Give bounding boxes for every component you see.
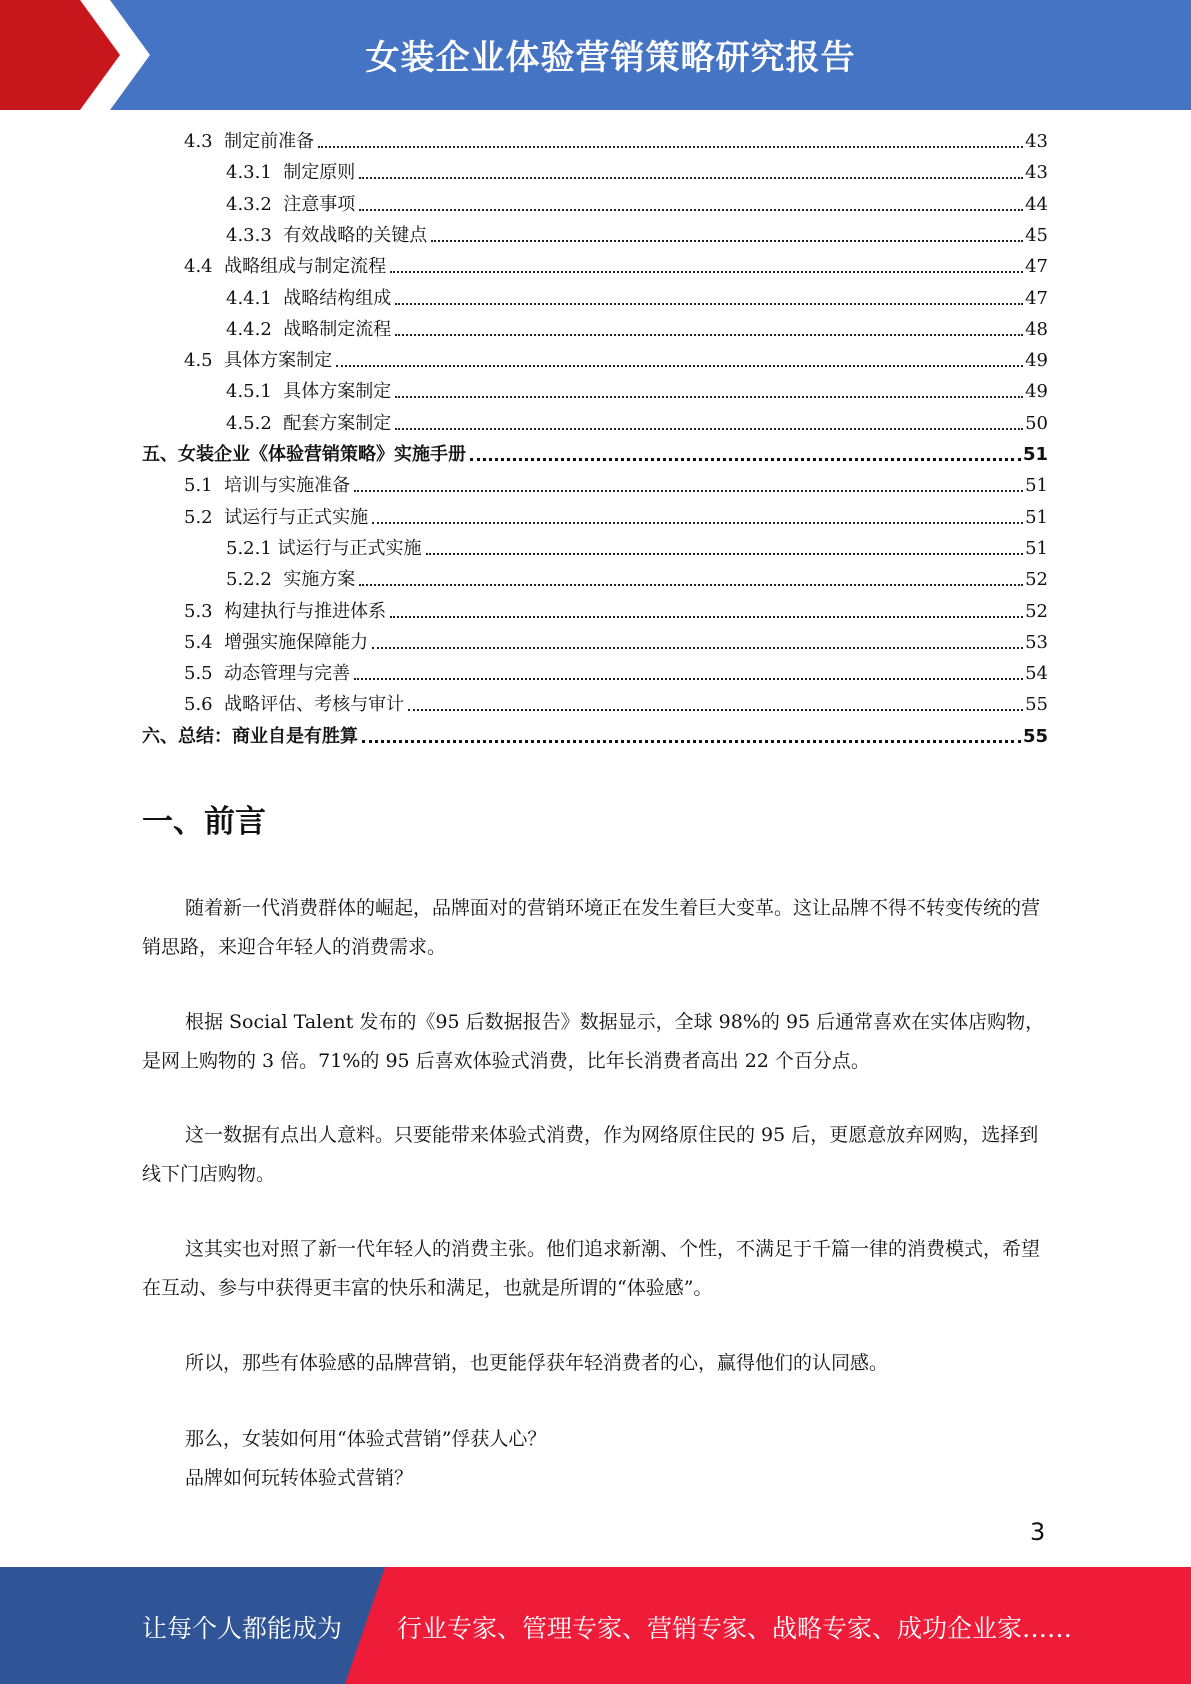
toc-entry[interactable] [226,286,1048,310]
toc-entry[interactable] [142,442,1048,466]
footer-slogan-left: 让每个人都能成为 [142,1614,343,1643]
toc-entry-page: 51 [1025,475,1048,496]
page-number: 3 [1030,1518,1046,1546]
toc-entry-label: 4.4.1 战略结构组成 [226,288,392,309]
toc-leader-dots [395,396,1023,398]
toc-entry[interactable] [226,379,1048,403]
toc-entry-page: 54 [1025,663,1048,684]
toc-entry-page: 44 [1025,194,1048,215]
toc-entry[interactable] [184,661,1048,685]
toc-entry-label: 4.4.2 战略制定流程 [226,319,392,340]
toc-entry[interactable] [226,411,1048,435]
toc-entry[interactable] [184,473,1048,497]
toc-entry-label: 5.2 试运行与正式实施 [184,507,369,528]
toc-leader-dots [359,584,1023,586]
page-footer [0,1567,1191,1684]
toc-entry-page: 47 [1025,288,1048,309]
toc-leader-dots [395,303,1023,305]
toc-entry-label: 5.5 动态管理与完善 [184,663,351,684]
toc-entry-label: 5.4 增强实施保障能力 [184,632,369,653]
toc-leader-dots [336,365,1023,367]
toc-entry-page: 47 [1025,256,1048,277]
toc-leader-dots [395,428,1023,430]
toc-entry-label: 4.3.2 注意事项 [226,194,356,215]
toc-entry-label: 5.6 战略评估、考核与审计 [184,694,405,715]
toc-leader-dots [372,522,1023,524]
paragraph: 随着新一代消费群体的崛起，品牌面对的营销环境正在发生着巨大变革。这让品牌不得不转变传统的营销思路，来迎合年轻人的消费需求。 [142,897,1041,958]
toc-entry-page: 49 [1025,381,1048,402]
toc-leader-dots [372,647,1023,649]
report-title: 女装企业体验营销策略研究报告 [365,38,856,78]
toc-entry-label: 5.3 构建执行与推进体系 [184,601,387,622]
toc-entry-label: 4.5.2 配套方案制定 [226,413,392,434]
toc-entry-label: 5.2.1 试运行与正式实施 [226,538,422,559]
question-line: 品牌如何玩转体验式营销？ [185,1467,414,1489]
toc-entry-label: 5.1 培训与实施准备 [184,475,351,496]
toc-entry-label: 4.5 具体方案制定 [184,350,333,371]
paragraph: 这其实也对照了新一代年轻人的消费主张。他们追求新潮、个性，不满足于千篇一律的消费模式，希望在互动、参与中获得更丰富的快乐和满足，也就是所谓的“体验感”。 [142,1238,1041,1299]
toc-entry[interactable] [226,192,1048,216]
toc-entry-page: 43 [1025,131,1048,152]
toc-entry-page: 51 [1025,538,1048,559]
toc-entry[interactable] [184,599,1048,623]
toc-entry-label: 5.2.2 实施方案 [226,569,356,590]
question-line: 那么，女装如何用“体验式营销”俘获人心？ [185,1428,547,1450]
section-heading: 一、前言 [142,804,266,840]
toc-entry[interactable] [226,317,1048,341]
toc-entry[interactable] [226,223,1048,247]
page-header [0,0,1191,110]
toc-leader-dots [318,146,1023,148]
footer-slogan-right: 行业专家、管理专家、营销专家、战略专家、成功企业家…… [397,1614,1073,1643]
toc-entry-label: 4.3 制定前准备 [184,131,315,152]
toc-entry[interactable] [184,505,1048,529]
toc-leader-dots [362,740,1021,743]
toc-entry-page: 51 [1022,444,1048,465]
toc-entry[interactable] [184,692,1048,716]
toc-entry-page: 55 [1025,694,1048,715]
toc-leader-dots [354,678,1023,680]
toc-entry-label: 4.5.1 具体方案制定 [226,381,392,402]
toc-entry-page: 45 [1025,225,1048,246]
toc-entry[interactable] [142,724,1048,748]
toc-entry-page: 51 [1025,507,1048,528]
toc-entry-page: 48 [1025,319,1048,340]
toc-entry[interactable] [184,129,1048,153]
paragraph: 这一数据有点出人意料。只要能带来体验式消费，作为网络原住民的 95 后，更愿意放弃网购，选择到线下门店购物。 [142,1124,1039,1185]
toc-leader-dots [431,240,1023,242]
toc-leader-dots [359,177,1023,179]
toc-leader-dots [426,553,1024,555]
toc-entry-page: 50 [1025,413,1048,434]
toc-entry-label: 五、女装企业《体验营销策略》实施手册 [142,444,466,465]
toc-leader-dots [354,490,1023,492]
paragraph: 根据 Social Talent 发布的《95 后数据报告》数据显示，全球 98%的 95 后通常喜欢在实体店购物，是网上购物的 3 倍。71%的 95 后喜欢体验式消费，比年长消费者高出 22 个百分点。 [142,1011,1045,1072]
paragraph: 所以，那些有体验感的品牌营销，也更能俘获年轻消费者的心，赢得他们的认同感。 [185,1352,889,1374]
toc-leader-dots [408,709,1023,711]
toc-entry[interactable] [184,348,1048,372]
toc-entry[interactable] [184,254,1048,278]
toc-entry[interactable] [226,160,1048,184]
toc-entry-label: 4.3.1 制定原则 [226,162,356,183]
toc-leader-dots [359,209,1023,211]
toc-entry-label: 六、总结：商业自是有胜算 [142,726,358,747]
toc-entry-page: 49 [1025,350,1048,371]
toc-entry-label: 4.4 战略组成与制定流程 [184,256,387,277]
toc-entry-label: 4.3.3 有效战略的关键点 [226,225,428,246]
toc-entry-page: 55 [1022,726,1048,747]
toc-entry[interactable] [184,630,1048,654]
toc-entry-page: 52 [1025,569,1048,590]
toc-entry[interactable] [226,536,1048,560]
toc-leader-dots [470,458,1021,461]
toc-leader-dots [390,271,1023,273]
toc-entry[interactable] [226,567,1048,591]
toc-leader-dots [395,334,1023,336]
toc-entry-page: 53 [1025,632,1048,653]
toc-leader-dots [390,616,1023,618]
toc-entry-page: 43 [1025,162,1048,183]
toc-entry-page: 52 [1025,601,1048,622]
